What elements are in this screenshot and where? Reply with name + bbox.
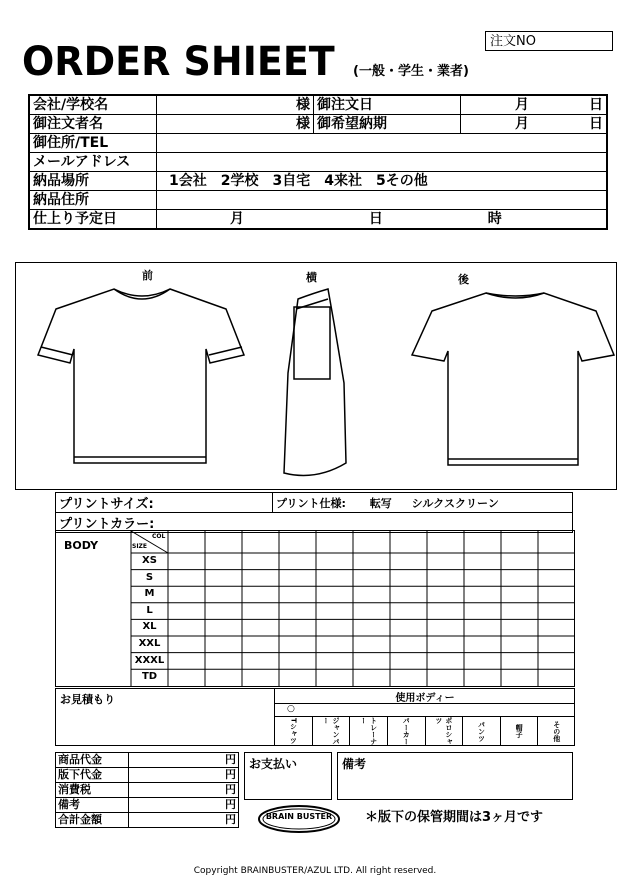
- remarks-box[interactable]: 備考: [337, 752, 573, 800]
- brain-buster-logo: BRAIN BUSTER: [258, 805, 340, 833]
- page-subtitle: (一般・学生・業者): [353, 64, 469, 79]
- orderer-field[interactable]: 様: [157, 115, 314, 134]
- price-label-0: 商品代金: [56, 753, 129, 768]
- size-row-m: M: [144, 588, 155, 600]
- email-label: メールアドレス: [29, 153, 157, 172]
- page-title: ORDER SHIEET: [22, 38, 335, 85]
- orderer-label: 御注文者名: [29, 115, 157, 134]
- body-label: BODY: [64, 539, 99, 552]
- back-label: 後: [458, 273, 469, 286]
- desired-date-label: 御希望納期: [314, 115, 461, 134]
- estimate-label: お見積もり: [60, 693, 115, 706]
- price-value-0[interactable]: 円: [129, 753, 239, 768]
- print-color-label: プリントカラー:: [56, 513, 573, 533]
- order-date-field[interactable]: 月 日: [461, 95, 608, 115]
- body-type-7[interactable]: その他: [552, 720, 561, 742]
- price-table: [55, 752, 239, 828]
- price-label-2: 消費税: [56, 783, 129, 798]
- price-value-3[interactable]: 円: [129, 798, 239, 813]
- price-value-2[interactable]: 円: [129, 783, 239, 798]
- print-spec-table: [55, 492, 573, 533]
- tshirt-front-icon: [38, 289, 244, 463]
- body-type-table: [274, 689, 575, 745]
- size-row-xl: XL: [142, 621, 157, 633]
- size-row-xxl: XXL: [138, 638, 161, 649]
- price-label-4: 合計金額: [56, 813, 129, 828]
- delivery-place-label: 納品場所: [29, 172, 157, 191]
- order-no-field[interactable]: 注文NO: [485, 31, 613, 51]
- body-type-3[interactable]: パーカー: [388, 717, 426, 745]
- body-type-4[interactable]: ポロシャツ: [426, 717, 464, 745]
- price-value-1[interactable]: 円: [129, 768, 239, 783]
- body-type-2[interactable]: トレーナー: [350, 717, 388, 745]
- delivery-address-field[interactable]: [157, 191, 608, 210]
- body-type-5[interactable]: パンツ: [463, 717, 501, 745]
- company-field[interactable]: 様: [157, 95, 314, 115]
- email-field[interactable]: [157, 153, 608, 172]
- body-type-6[interactable]: 帽子: [501, 717, 539, 745]
- company-label: 会社/学校名: [29, 95, 157, 115]
- delivery-options[interactable]: 1会社 2学校 3自宅 4来社 5その他: [157, 172, 608, 191]
- front-label: 前: [142, 269, 153, 282]
- finish-date-field[interactable]: 月 日 時: [157, 210, 608, 230]
- copyright: Copyright BRAINBUSTER/AZUL LTD. All right reserved.: [193, 866, 437, 876]
- price-value-4[interactable]: 円: [129, 813, 239, 828]
- print-spec-field[interactable]: プリント仕様: 転写 シルクスクリーン: [273, 493, 573, 513]
- size-row-td: TD: [141, 671, 158, 683]
- finish-date-label: 仕上り予定日: [29, 210, 157, 230]
- transfer-option[interactable]: 転写: [369, 496, 392, 510]
- address-field[interactable]: [157, 134, 608, 153]
- size-row-l: L: [146, 604, 153, 616]
- garment-diagram-area: [15, 262, 617, 490]
- storage-note: ＊版下の保管期間は3ヶ月です: [365, 810, 544, 825]
- size-label: SIZE: [132, 543, 148, 550]
- body-used-label: 使用ボディー: [275, 689, 575, 704]
- body-type-1[interactable]: ジャンパー: [313, 717, 351, 745]
- tshirt-drawings: [16, 263, 616, 489]
- tshirt-back-icon: [412, 293, 614, 465]
- body-type-0[interactable]: Tシャツ: [275, 717, 313, 745]
- size-row-xs: XS: [142, 555, 157, 566]
- side-label: 横: [306, 271, 317, 284]
- estimate-box: [55, 688, 575, 746]
- col-label: COL: [152, 533, 166, 540]
- desired-date-field[interactable]: 月 日: [461, 115, 608, 134]
- address-label: 御住所/TEL: [29, 134, 157, 153]
- delivery-address-label: 納品住所: [29, 191, 157, 210]
- size-row-s: S: [145, 571, 154, 583]
- print-size-label: プリントサイズ:: [56, 493, 273, 513]
- circle-row: ○: [275, 704, 575, 717]
- tshirt-side-icon: [284, 289, 346, 475]
- payment-box[interactable]: お支払い: [244, 752, 332, 800]
- order-date-label: 御注文日: [314, 95, 461, 115]
- price-label-1: 版下代金: [56, 768, 129, 783]
- price-label-3: 備考: [56, 798, 129, 813]
- size-row-xxxl: XXXL: [134, 654, 165, 666]
- silk-option[interactable]: シルクスクリーン: [411, 496, 499, 510]
- size-color-grid: [55, 530, 575, 687]
- customer-info-table: [28, 94, 608, 230]
